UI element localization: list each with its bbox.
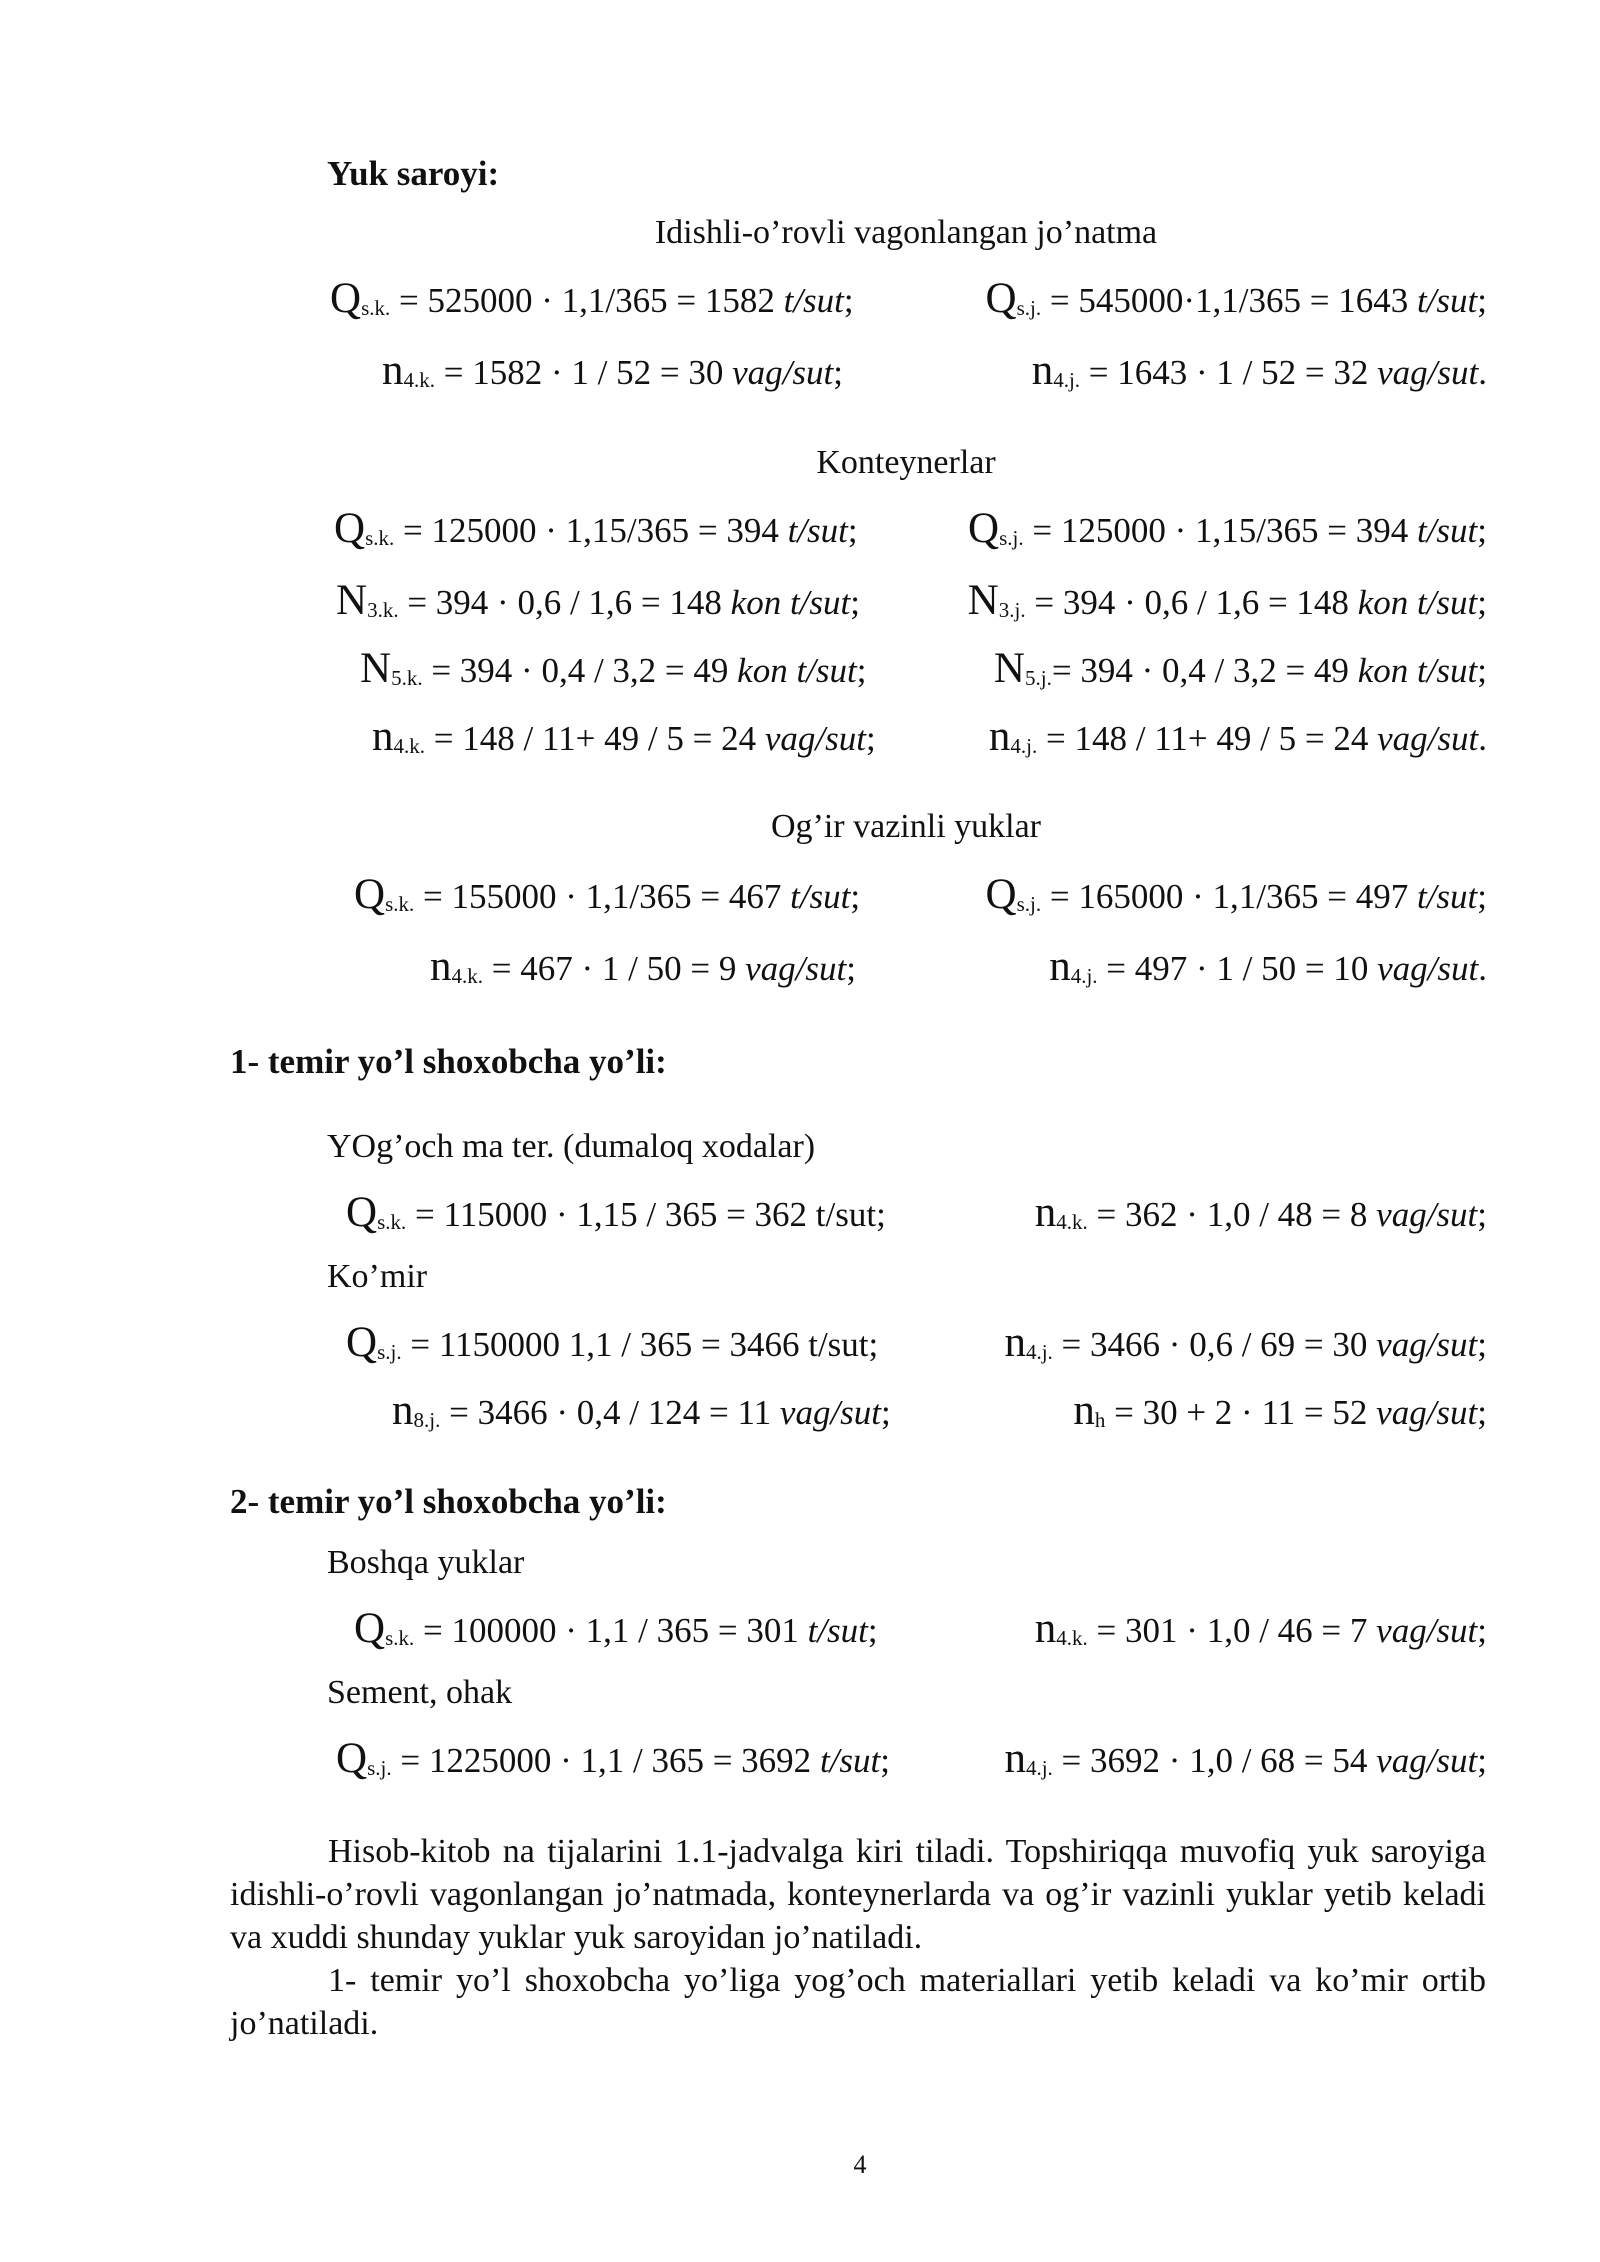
formula-line12-left: Qs.k. = 100000 · 1,1 / 365 = 301 t/sut; (354, 1605, 878, 1652)
caption-yogoch: YOg’och ma ter. (dumaloq xodalar) (327, 1128, 816, 1165)
formula-line3-left: Qs.k. = 125000 · 1,15/365 = 394 t/sut; (334, 505, 858, 552)
formula-line1-left: Qs.k. = 525000 · 1,1/365 = 1582 t/sut; (330, 275, 854, 322)
caption-sement: Sement, ohak (327, 1674, 513, 1711)
page-number: 4 (853, 2150, 867, 2179)
heading-yuk-saroyi: Yuk saroyi: (327, 154, 500, 193)
formula-line10-left: Qs.j. = 1150000 1,1 / 365 = 3466 t/sut; (346, 1319, 879, 1366)
formula-line4-right: N3.j. = 394 · 0,6 / 1,6 = 148 kon t/sut; (967, 577, 1487, 624)
formula-line11-left: n8.j. = 3466 · 0,4 / 124 = 11 vag/sut; (392, 1387, 891, 1434)
formula-line5-left: N5.k. = 394 · 0,4 / 3,2 = 49 kon t/sut; (360, 645, 867, 692)
formula-line13-left: Qs.j. = 1225000 · 1,1 / 365 = 3692 t/sut; (336, 1735, 890, 1782)
formula-line11-right: nh = 30 + 2 · 11 = 52 vag/sut; (1073, 1387, 1487, 1434)
formula-line9-left: Qs.k. = 115000 · 1,15 / 365 = 362 t/sut; (346, 1189, 886, 1236)
caption-boshqa: Boshqa yuklar (327, 1544, 525, 1581)
paragraph-1: Hisob-kitob na tijalarini 1.1-jadvalga kiri tiladi. Topshiriqqa muvofiq yuk saroyiga idishli-o’rovli vagonlangan jo’natmada, konteynerlarda va og’ir vazinli yuklar yetib keladi va xuddi shunday yuklar yuk saroyidan jo’natiladi. (230, 1833, 1486, 1956)
formula-line1-right: Qs.j. = 545000·1,1/365 = 1643 t/sut; (985, 275, 1487, 322)
formula-line2-left: n4.k. = 1582 · 1 / 52 = 30 vag/sut; (382, 347, 843, 394)
heading-shoxobcha-1: 1- temir yo’l shoxobcha yo’li: (230, 1042, 667, 1081)
formula-line3-right: Qs.j. = 125000 · 1,15/365 = 394 t/sut; (968, 505, 1487, 552)
formula-line13-right: n4.j. = 3692 · 1,0 / 68 = 54 vag/sut; (1004, 1735, 1487, 1782)
formula-line4-left: N3.k. = 394 · 0,6 / 1,6 = 148 kon t/sut; (336, 577, 860, 624)
formula-line7-left: Qs.k. = 155000 · 1,1/365 = 467 t/sut; (354, 871, 861, 918)
formula-line6-left: n4.k. = 148 / 11+ 49 / 5 = 24 vag/sut; (372, 713, 876, 760)
formula-line10-right: n4.j. = 3466 · 0,6 / 69 = 30 vag/sut; (1004, 1319, 1487, 1366)
caption-ogir: Og’ir vazinli yuklar (770, 808, 1042, 845)
formula-line12-right: n4.k. = 301 · 1,0 / 46 = 7 vag/sut; (1034, 1605, 1487, 1652)
heading-shoxobcha-2: 2- temir yo’l shoxobcha yo’li: (230, 1482, 667, 1521)
formula-line6-right: n4.j. = 148 / 11+ 49 / 5 = 24 vag/sut. (988, 713, 1487, 760)
caption-komir: Ko’mir (327, 1258, 428, 1295)
formula-line5-right: N5.j.= 394 · 0,4 / 3,2 = 49 kon t/sut; (993, 645, 1487, 692)
caption-idishli: Idishli-o’rovli vagonlangan jo’natma (654, 214, 1158, 251)
caption-konteynerlar: Konteynerlar (816, 444, 996, 481)
formula-line2-right: n4.j. = 1643 · 1 / 52 = 32 vag/sut. (1031, 347, 1487, 394)
formula-line7-right: Qs.j. = 165000 · 1,1/365 = 497 t/sut; (985, 871, 1487, 918)
formula-line8-right: n4.j. = 497 · 1 / 50 = 10 vag/sut. (1049, 943, 1487, 990)
formula-line8-left: n4.k. = 467 · 1 / 50 = 9 vag/sut; (430, 943, 856, 990)
paragraph-2: 1- temir yo’l shoxobcha yo’liga yog’och materiallari yetib keladi va ko’mir ortib jo’natiladi. (230, 1962, 1486, 2042)
formula-line9-right: n4.k. = 362 · 1,0 / 48 = 8 vag/sut; (1034, 1189, 1487, 1236)
